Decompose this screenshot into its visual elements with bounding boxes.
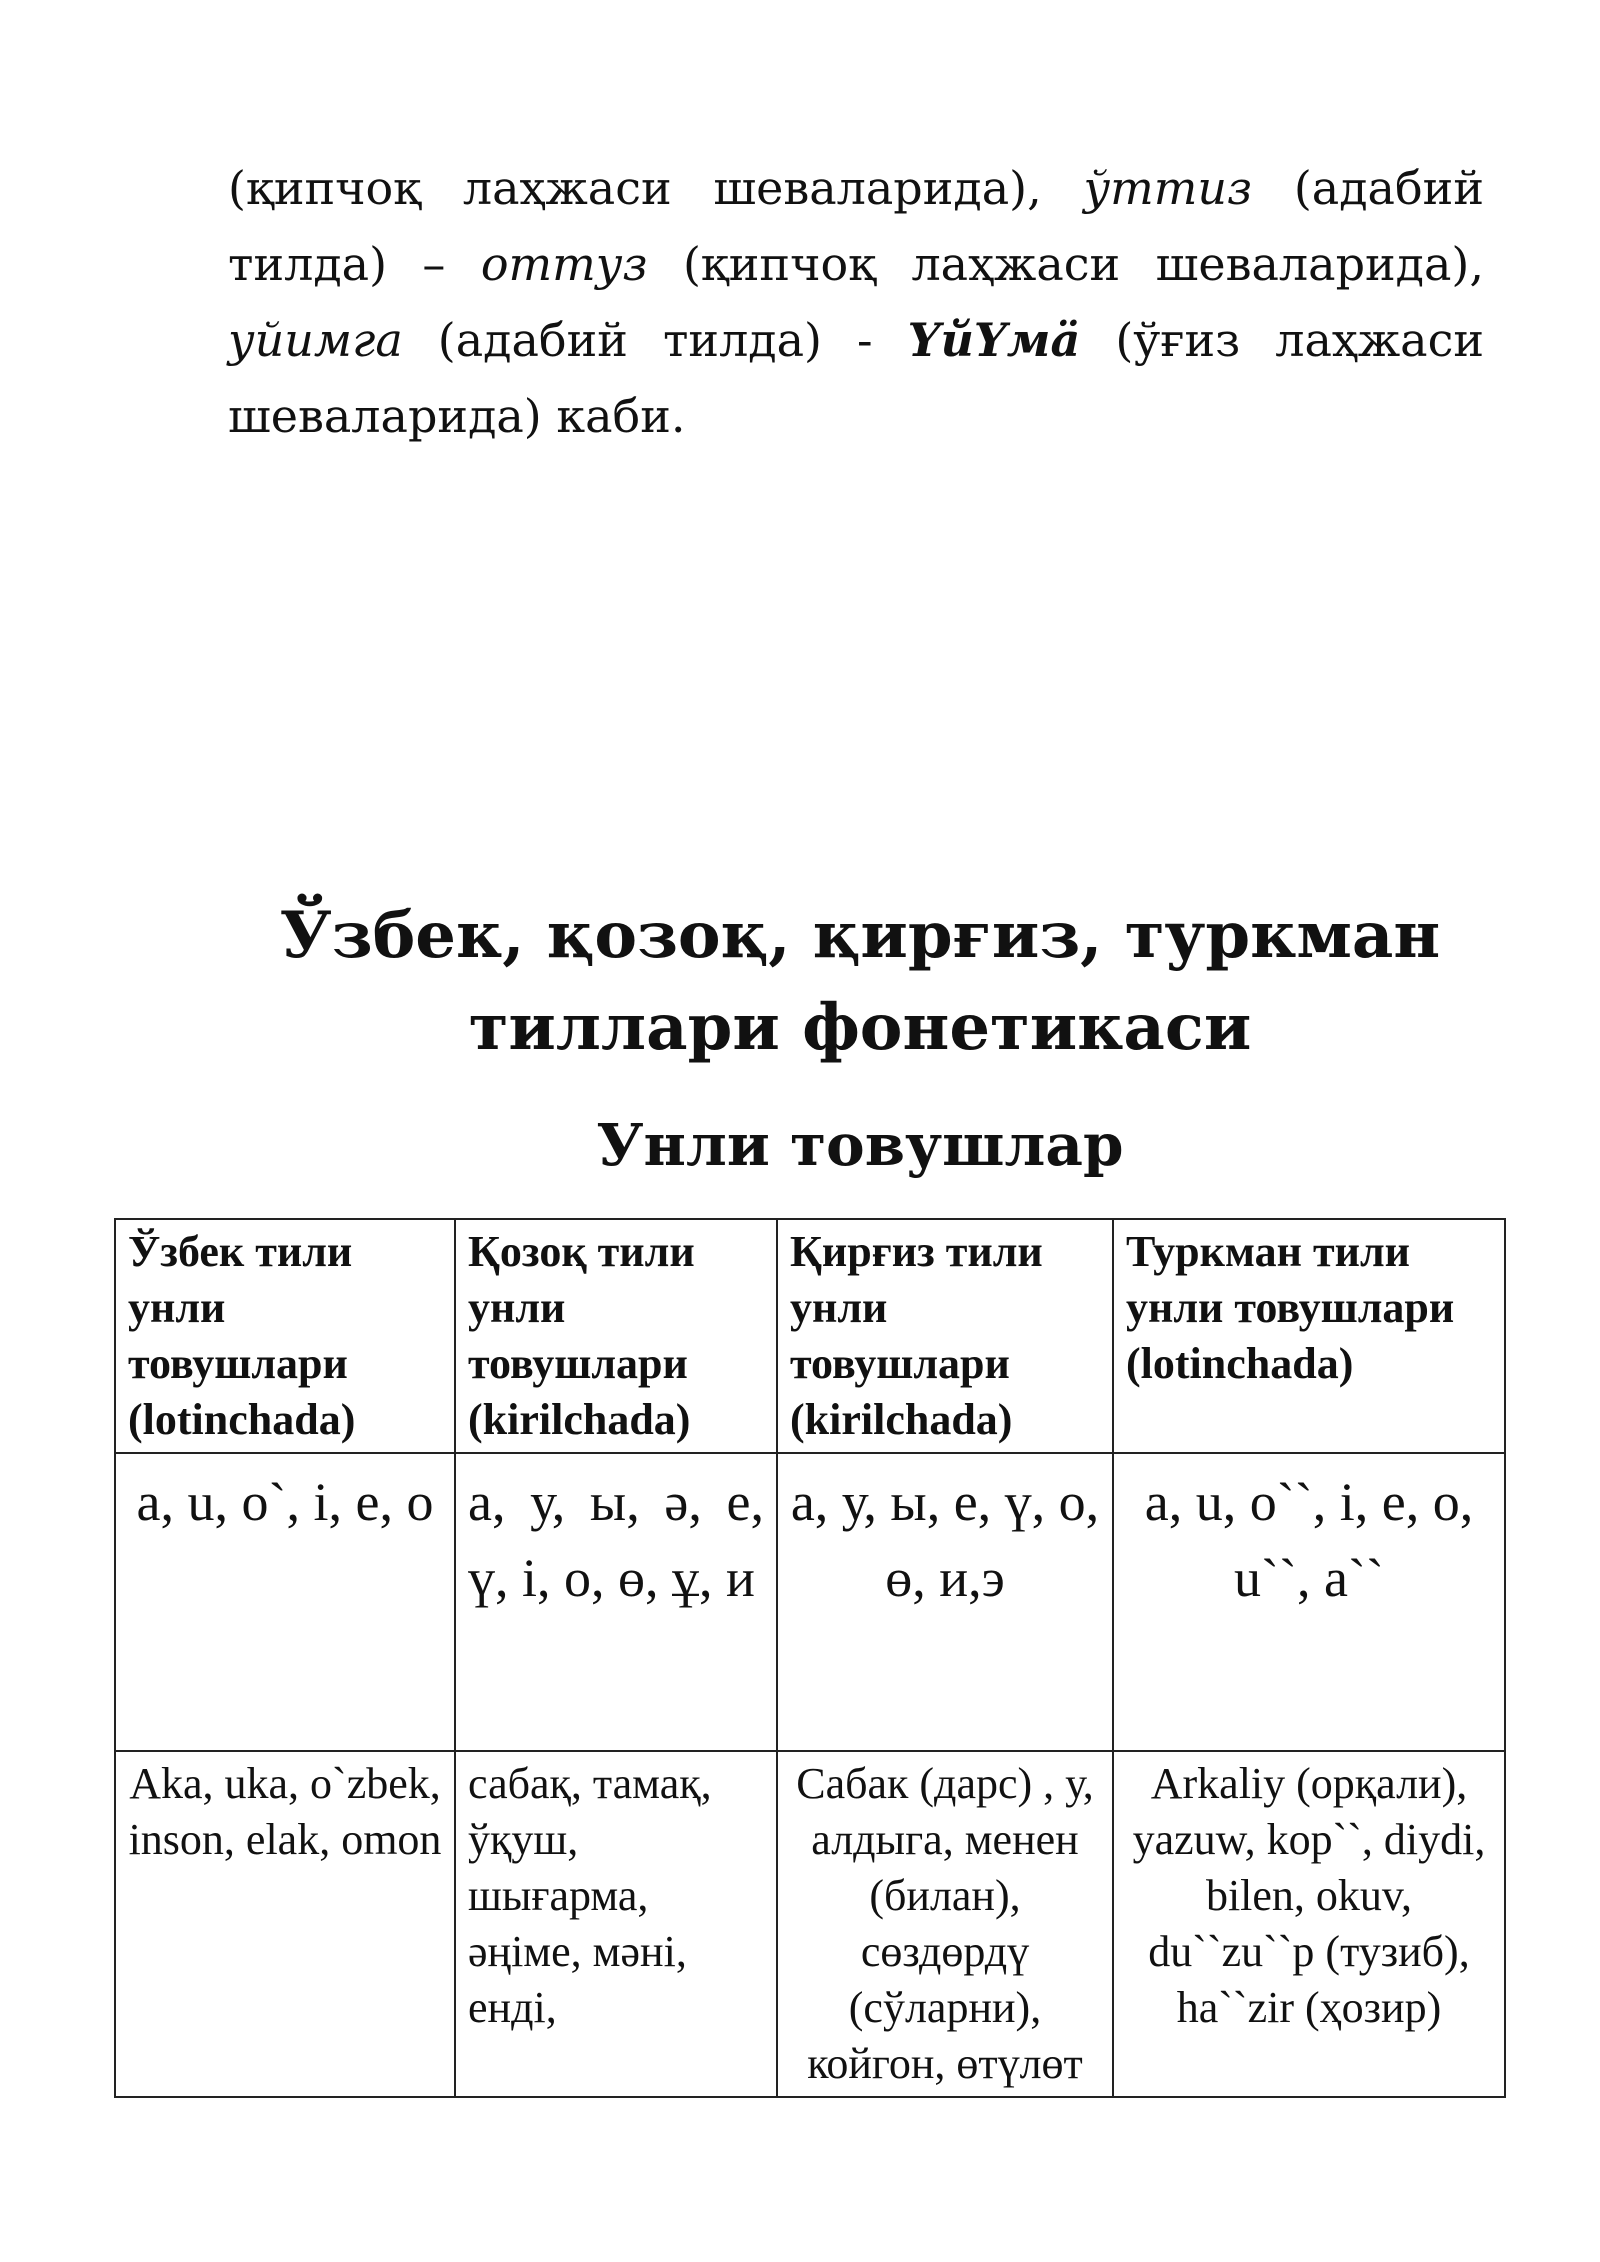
paragraph-text: (қипчоқ лаҳжаси шеваларида), [647,237,1484,291]
vowels-table [114,1218,1506,2098]
header-turkmen: Туркман тили унли товушлари (lotinchada) [1113,1219,1505,1453]
example-word-bold: ҮйҮмӓ [907,313,1081,367]
table-header-row [115,1219,1505,1453]
section-heading [0,890,1600,1074]
vowels-kyrgyz: а, у, ы, е, ү, о, ө, и,э [777,1453,1113,1751]
examples-turkmen: Arkaliy (орқали), yazuw, kop``, diydi, bilen, okuv, du``zu``p (тузиб), ha``zir (ҳозир) [1113,1751,1505,2097]
paragraph-text: (ўғиз лаҳжаси шеваларида) каби. [228,313,1484,443]
example-word: ўттиз [1083,161,1253,215]
header-kyrgyz: Қирғиз тили унли товушлари (kirilchada) [777,1219,1113,1453]
vowels-kazakh: а, у, ы, ә, е, ү, і, о, ө, ұ, и [455,1453,777,1751]
example-word: оттуз [480,237,648,291]
examples-kazakh: сабақ, тамақ, ўқуш, шығарма, әңіме, мәні, енді, [455,1751,777,2097]
example-word: уйимга [228,313,403,367]
table-row-vowels [115,1453,1505,1751]
intro-paragraph [228,150,1484,454]
section-subheading: Унли товушлар [596,1111,1124,1179]
header-kazakh: Қозоқ тили унли товушлари (kirilchada) [455,1219,777,1453]
table-row-examples [115,1751,1505,2097]
examples-kyrgyz: Сабак (дарс) , у, алдыга, менен (билан), сөздөрдү (сўларни), койгон, өтүлөт [777,1751,1113,2097]
examples-uzbek: Aka, uka, o`zbek, inson, elak, omon [115,1751,455,2097]
vowels-uzbek: a, u, o`, i, e, o [115,1453,455,1751]
paragraph-text: (адабий тилда) - [402,313,908,367]
vowels-turkmen: a, u, o``, i, e, o, u``, a`` [1113,1453,1505,1751]
header-uzbek: Ўзбек тили унли товушлари (lotinchada) [115,1219,455,1453]
paragraph-text: (адабий тилда) – [228,161,1484,291]
section-heading-line-1: Ўзбек, қозоқ, қирғиз, туркман [279,898,1441,973]
paragraph-text: (қипчоқ лаҳжаси шеваларида), [228,161,1084,215]
section-heading-line-2: тиллари фонетикаси [468,990,1252,1065]
